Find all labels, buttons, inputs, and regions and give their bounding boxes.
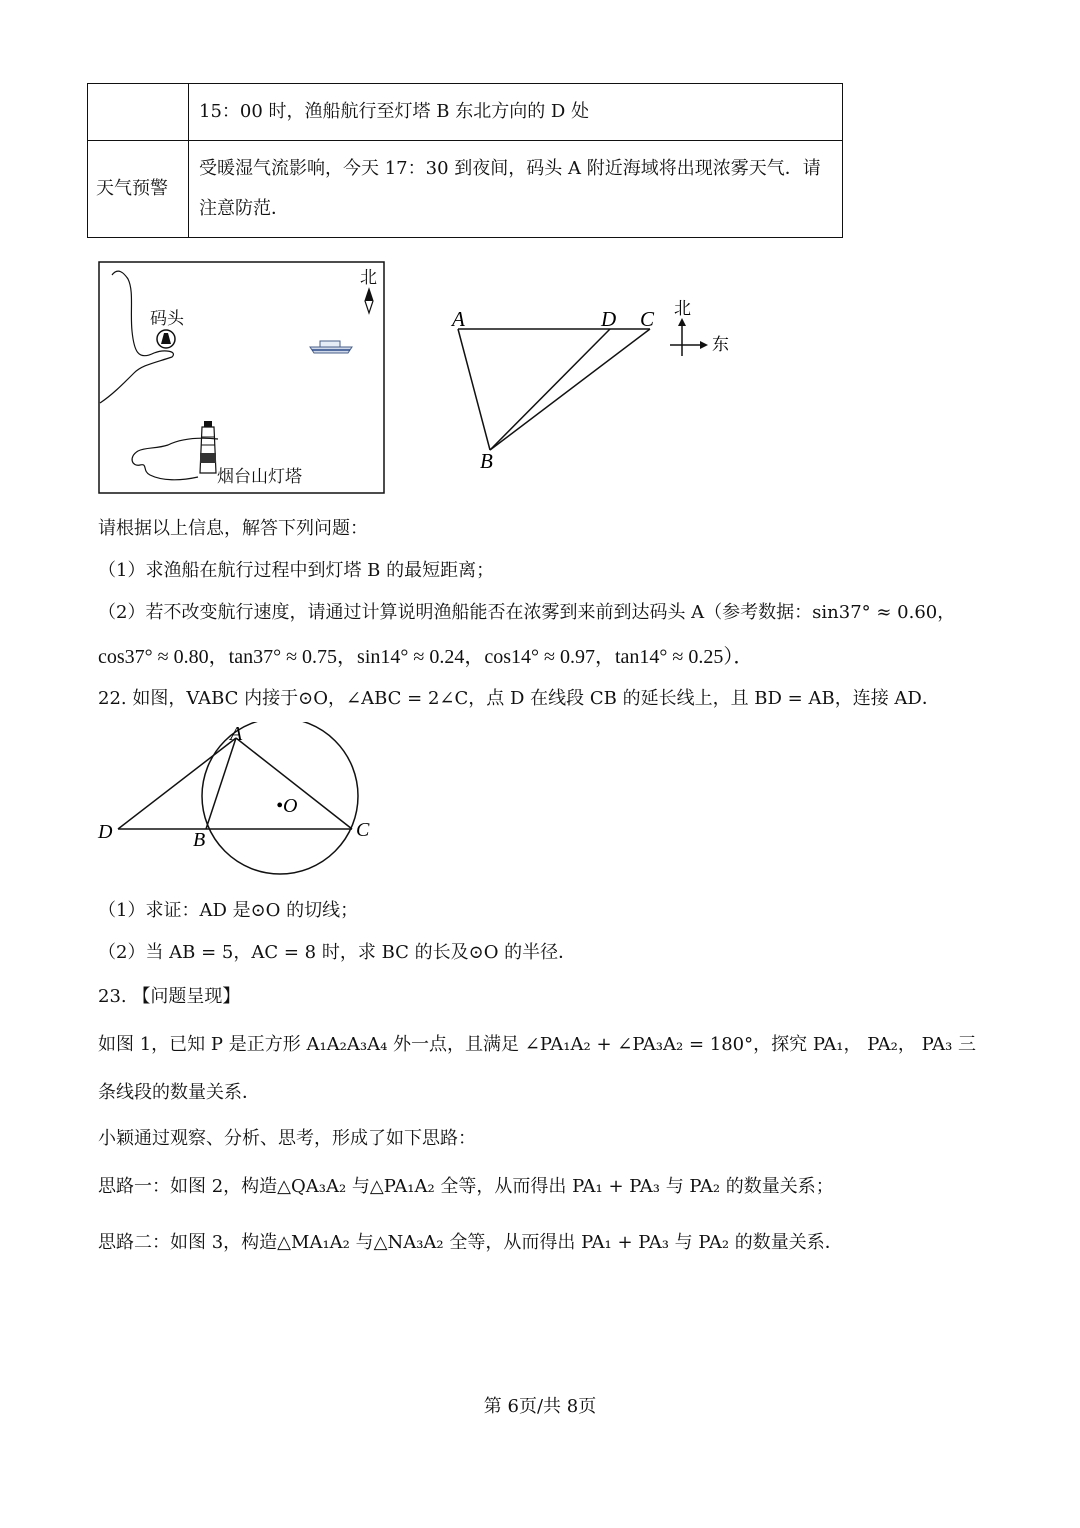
lighthouse-icon [200, 421, 216, 473]
q23-line3: 小颖通过观察、分析、思考，形成了如下思路： [98, 1128, 476, 1149]
point-B-label: B [480, 449, 493, 473]
dock-label: 码头 [150, 309, 184, 328]
q21-part2b: cos37° ≈ 0.80，tan37° ≈ 0.75，sin14° ≈ 0.24，cos14° ≈ 0.97，tan14° ≈ 0.25）． [98, 646, 754, 668]
lighthouse-label: 烟台山灯塔 [217, 467, 302, 486]
q21-part2a: （2）若不改变航行速度，请通过计算说明渔船能否在浓雾到来前到达码头 A（参考数据：sin37° ≈ 0.60， [98, 602, 956, 623]
table-row [88, 84, 843, 141]
point-C-label: C [640, 307, 655, 331]
table-cell-label: 天气预警 [88, 141, 189, 238]
q21-intro: 请根据以上信息，解答下列问题： [98, 518, 368, 539]
q22-part2: （2）当 AB = 5，AC = 8 时，求 BC 的长及⊙O 的半径． [98, 942, 577, 963]
table-cell-text: 受暖湿气流影响，今天 17：30 到夜间，码头 A 附近海域将出现浓雾天气．请注意防范． [189, 141, 843, 238]
q23-title: 23. 【问题呈现】 [98, 986, 241, 1007]
circle-point-C: C [356, 819, 370, 841]
q23-line1: 如图 1，已知 P 是正方形 A₁A₂A₃A₄ 外一点，且满足 ∠PA₁A₂ + ∠PA₃A₂ = 180°，探究 PA₁， PA₂， PA₃ 三 [98, 1034, 977, 1055]
info-table [87, 83, 843, 238]
circle-point-A: A [230, 723, 243, 745]
map-figure [98, 261, 386, 495]
circle-point-D: D [98, 821, 113, 843]
q23-line2: 条线段的数量关系． [98, 1082, 260, 1103]
compass-cross-icon [670, 318, 708, 356]
circle-point-B: B [193, 829, 206, 851]
q22-stem: 22. 如图，VABC 内接于⊙O，∠ABC = 2∠C，点 D 在线段 CB 的延长线上，且 BD = AB，连接 AD． [98, 688, 940, 709]
point-D-label: D [601, 307, 617, 331]
table-cell-text: 15：00 时，渔船航行至灯塔 B 东北方向的 D 处 [189, 84, 843, 141]
triangle-diagram [440, 292, 740, 477]
table-row [88, 141, 843, 238]
circle-center-O: •O [276, 795, 298, 817]
east-label: 东 [712, 335, 729, 354]
circle-diagram [96, 722, 386, 887]
table-cell-label [88, 84, 189, 141]
q23-line5: 思路二：如图 3，构造△MA₁A₂ 与△NA₃A₂ 全等，从而得出 PA₁ + PA₃ 与 PA₂ 的数量关系． [98, 1232, 843, 1253]
page-footer: 第 6页/共 8页 [483, 1396, 597, 1417]
q22-part1: （1）求证：AD 是⊙O 的切线； [98, 900, 359, 921]
north-label: 北 [674, 299, 691, 318]
q21-part1: （1）求渔船在航行过程中到灯塔 B 的最短距离； [98, 560, 495, 581]
q23-line4: 思路一：如图 2，构造△QA₃A₂ 与△PA₁A₂ 全等，从而得出 PA₁ + PA₃ 与 PA₂ 的数量关系； [98, 1176, 834, 1197]
point-A-label: A [452, 307, 465, 331]
map-north-label: 北 [360, 268, 377, 287]
